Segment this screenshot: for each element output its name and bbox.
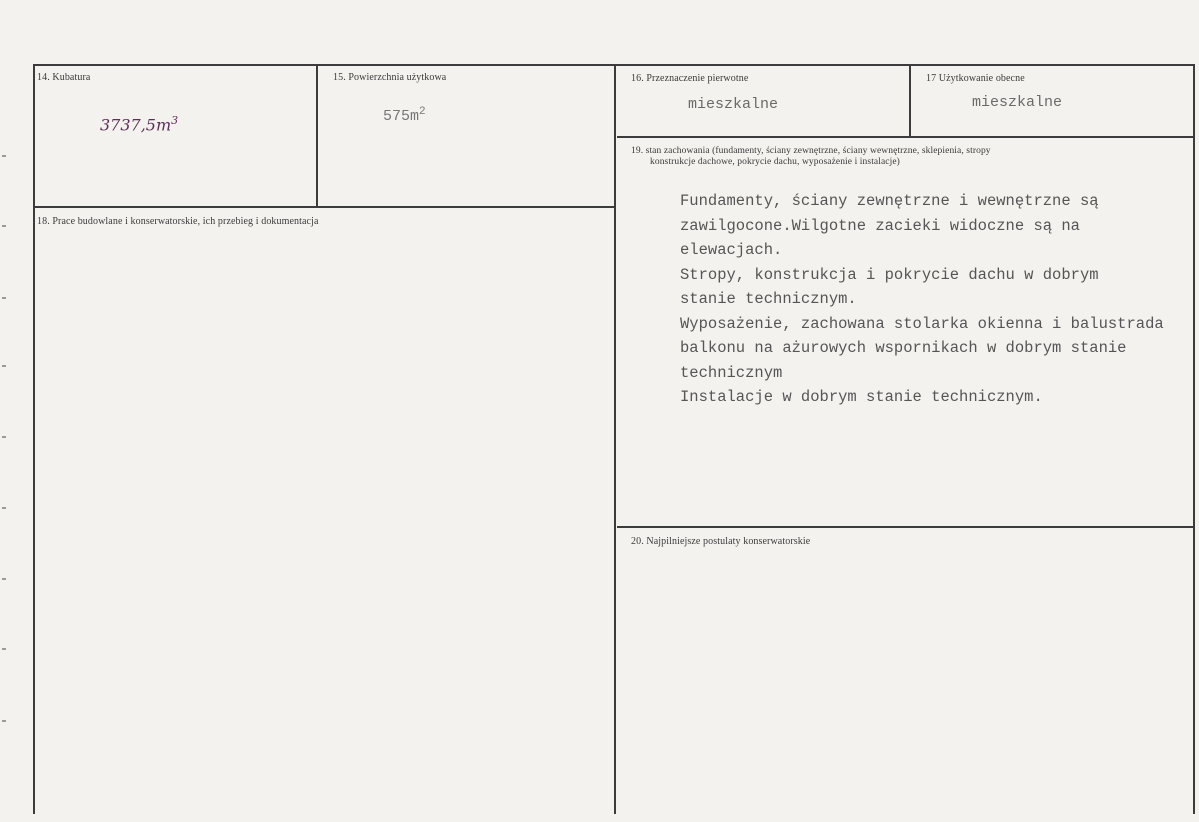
description-line: Instalacje w dobrym stanie technicznym.: [680, 388, 1043, 406]
description-line: elewacjach.: [680, 241, 783, 259]
field-19-label-line1: 19. stan zachowania (fundamenty, ściany zewnętrzne, ściany wewnętrzne, sklepienia, stropy: [631, 146, 991, 156]
powierzchnia-value: 575m: [383, 108, 420, 125]
divider-16-17: [909, 64, 911, 137]
kubatura-value: 3737,5m: [100, 115, 172, 135]
row1-divider-left: [33, 206, 614, 208]
field-19-label-line2: konstrukcje dachowe, pokrycie dachu, wyposażenie i instalacje): [650, 157, 900, 167]
kubatura-unit-exponent: 3: [171, 114, 179, 127]
field-16-label: 16. Przeznaczenie pierwotne: [631, 73, 749, 84]
field-20-label: 20. Najpilniejsze postulaty konserwatorskie: [631, 536, 811, 547]
description-line: Wyposażenie, zachowana stolarka okienna i balustrada: [680, 314, 1164, 333]
description-line: Stropy, konstrukcja i pokrycie dachu w dobrym: [680, 265, 1099, 284]
description-line: zawilgocone.Wilgotne zacieki widoczne są na: [680, 216, 1080, 235]
field-17-value: mieszkalne: [972, 94, 1063, 111]
margin-tick: [2, 507, 6, 509]
field-14-value: [100, 114, 178, 134]
right-border: [1193, 64, 1195, 814]
margin-tick: [2, 155, 6, 157]
description-line: technicznym: [680, 363, 783, 382]
divider-14-15: [316, 64, 318, 207]
description-line: Fundamenty, ściany zewnętrzne i wewnętrzne są: [680, 192, 1099, 210]
margin-tick: [2, 297, 6, 299]
center-divider: [614, 64, 616, 814]
margin-tick: [2, 436, 6, 438]
field-15-label: 15. Powierzchnia użytkowa: [333, 72, 447, 83]
field-16-value: mieszkalne: [688, 96, 779, 113]
field-18-label: 18. Prace budowlane i konserwatorskie, ich przebieg i dokumentacja: [37, 216, 319, 227]
margin-tick: [2, 720, 6, 722]
margin-tick: [2, 578, 6, 580]
powierzchnia-unit-exponent: 2: [419, 106, 426, 118]
field-19-description: [680, 189, 1195, 410]
row1-divider-right: [617, 136, 1194, 138]
field20-divider: [617, 526, 1194, 528]
field-15-value: [383, 106, 426, 125]
field-17-label: 17 Użytkowanie obecne: [926, 73, 1025, 84]
margin-tick: [2, 365, 6, 367]
margin-tick: [2, 648, 6, 650]
description-line: stanie technicznym.: [680, 290, 857, 308]
field-14-label: 14. Kubatura: [37, 72, 91, 83]
left-border: [33, 64, 35, 814]
description-line: balkonu na ażurowych wspornikach w dobrym stanie: [680, 339, 1127, 357]
margin-tick: [2, 225, 6, 227]
